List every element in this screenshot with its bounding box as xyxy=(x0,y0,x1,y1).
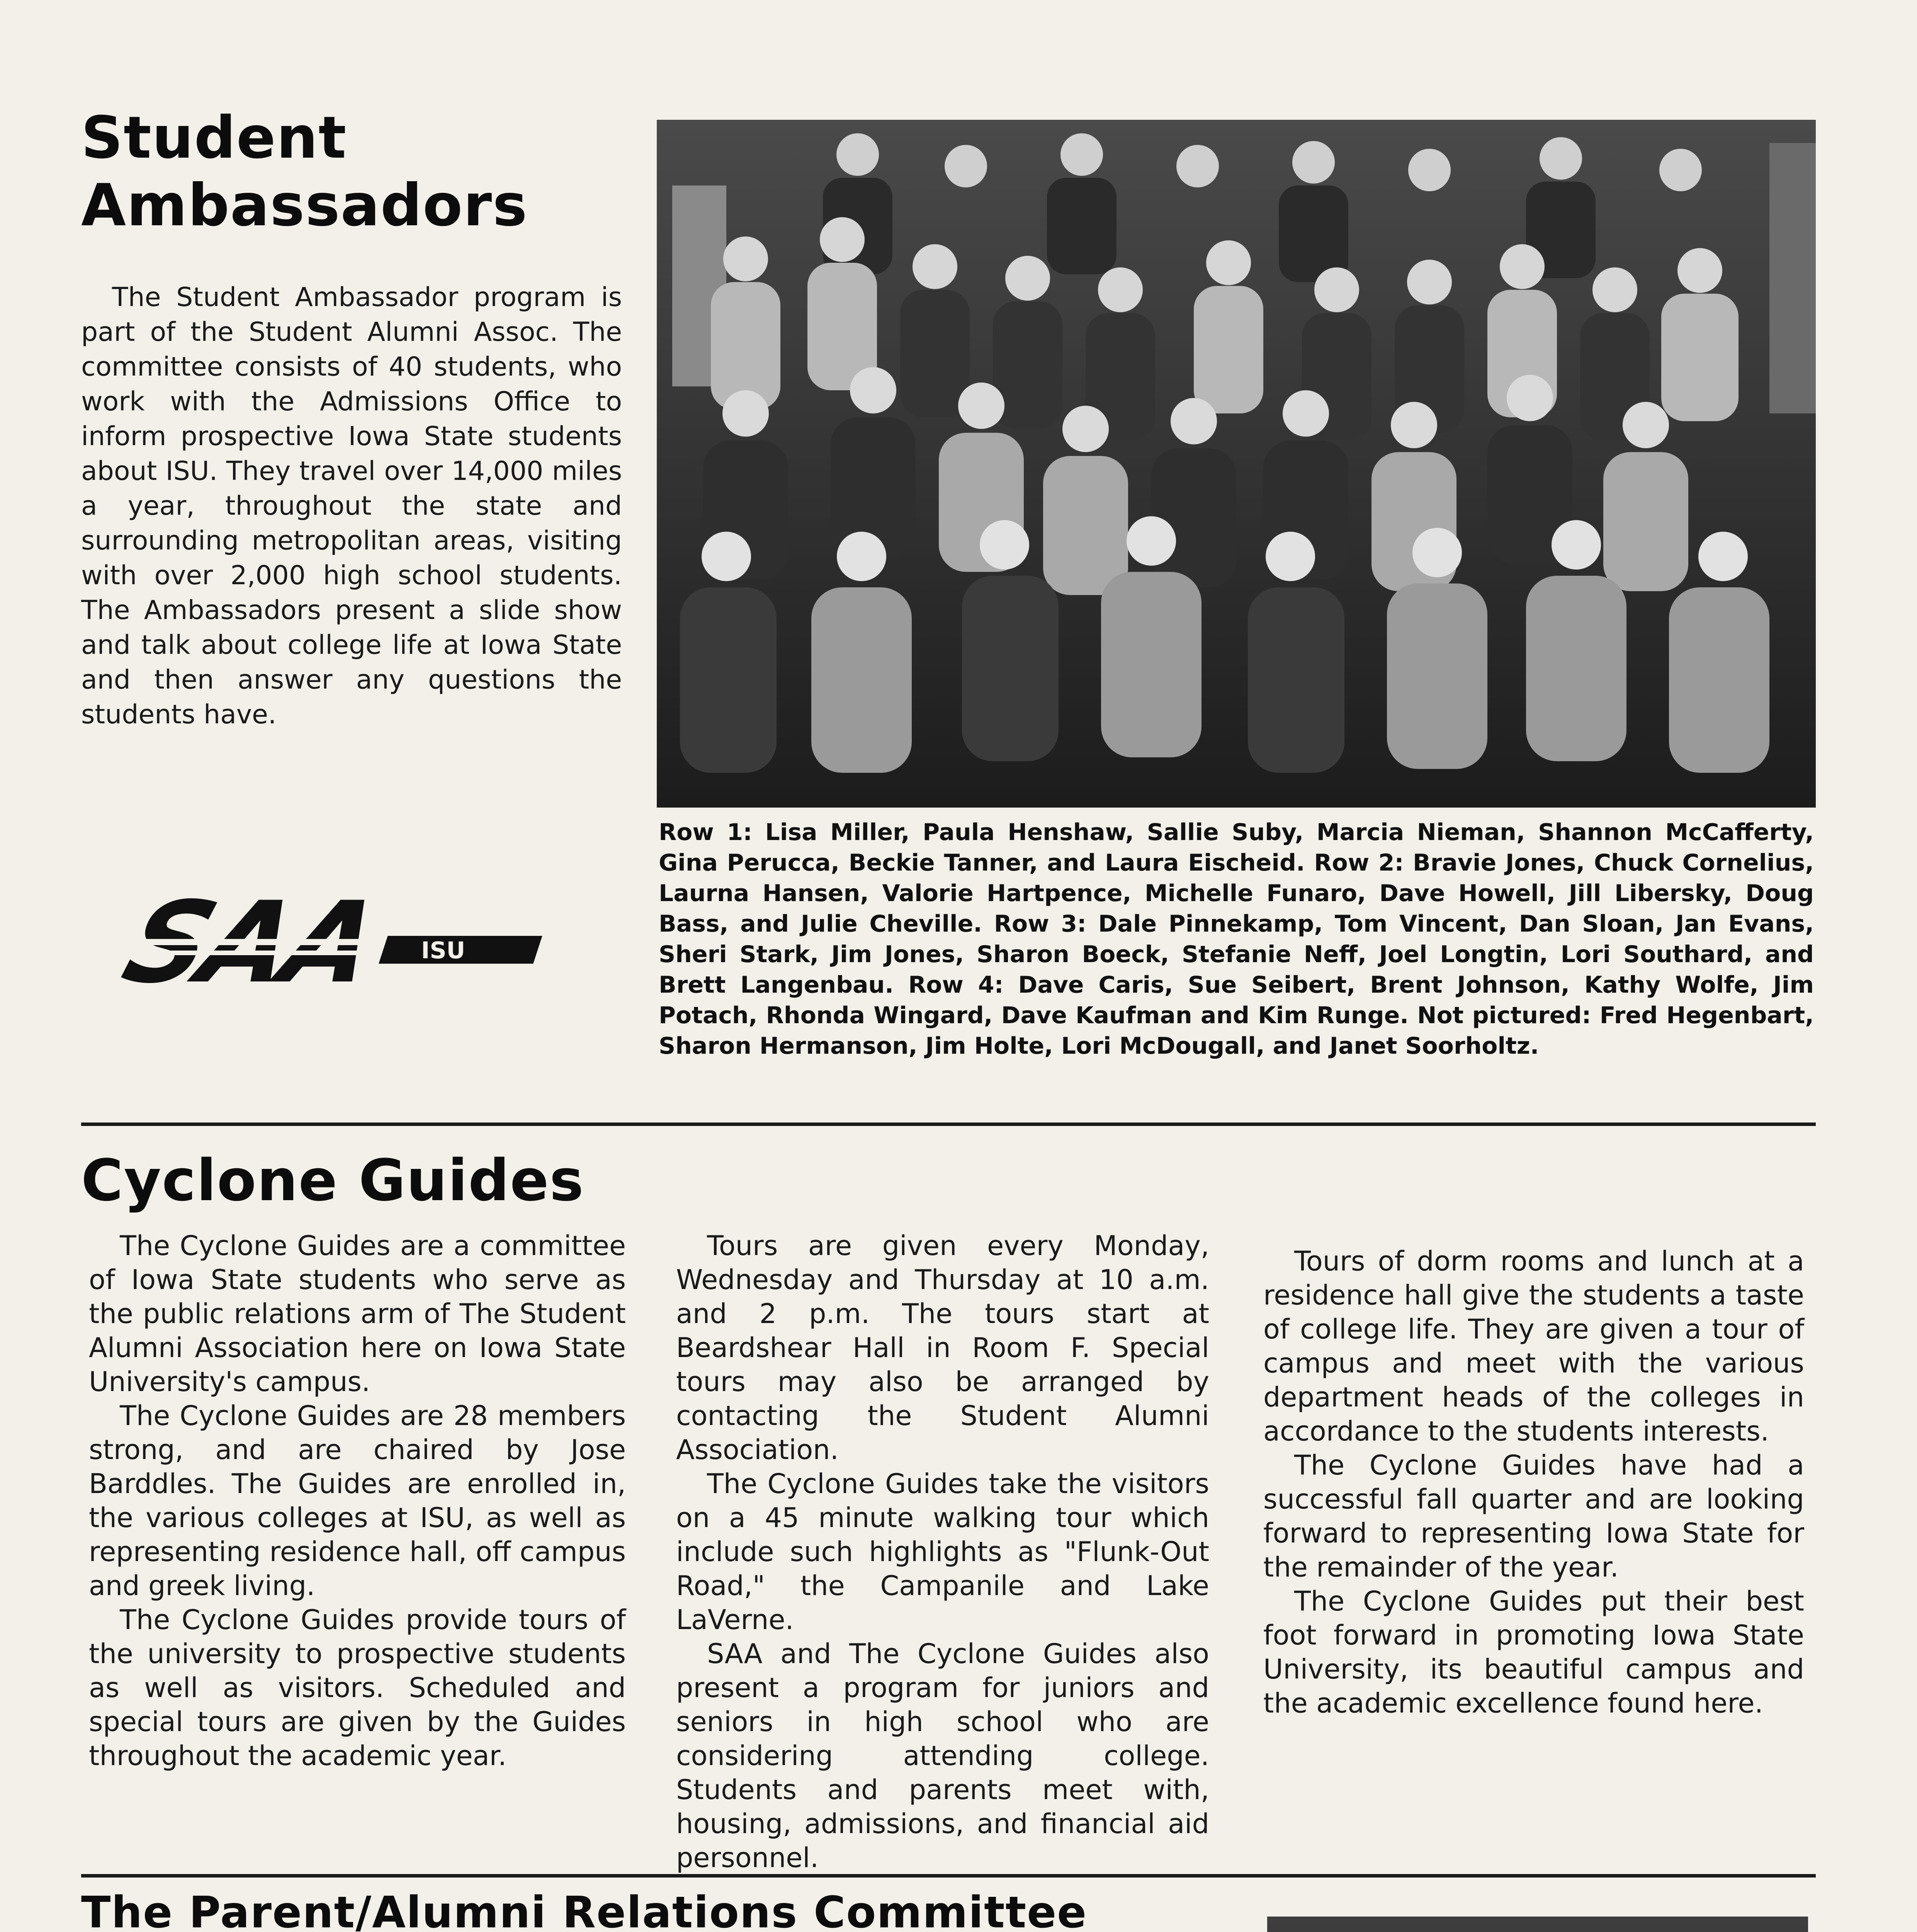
cyclone-col1-p1: The Cyclone Guides are a committee of Iowa State students who serve as the public relations arm of The Student Alumni Association here on Iowa State University's campus. xyxy=(89,1230,626,1398)
student-ambassadors-caption xyxy=(659,817,1814,1061)
cyclone-col2-p3: SAA and The Cyclone Guides also present a program for juniors and seniors in high school who are considering attending college. Students and parents meet with, housing, admissions, and financial aid personnel. xyxy=(676,1638,1209,1874)
student-ambassadors-body xyxy=(81,280,622,732)
cyclone-guides-col-3 xyxy=(1263,1244,1804,1720)
title-line-1: Student xyxy=(81,104,347,172)
ambassadors-paragraph: The Student Ambassador program is part of the Student Alumni Assoc. The committee consists of 40 students, who work with the Admissions Office to inform prospective Iowa State students about ISU. They travel over 14,000 miles a year, throughout the state and surrounding metropolitan areas, visiting with over 2,000 high school students. The Ambassadors present a slide show and talk about college life at Iowa State and then answer any questions the students have. xyxy=(81,282,622,730)
cyclone-col1-p3: The Cyclone Guides provide tours of the university to prospective students as well as visitors. Scheduled and special tours are given by the Guides throughout the academic year. xyxy=(89,1604,626,1772)
student-ambassadors-photo xyxy=(657,120,1816,808)
saa-logo-text: SAA xyxy=(109,893,394,993)
cyclone-col3-p1: Tours of dorm rooms and lunch at a residence hall give the students a taste of college life. They are given a tour of campus and meet with the various department heads of the colleges in accordance to the students interests. xyxy=(1263,1245,1804,1447)
section-divider-1 xyxy=(81,1122,1816,1126)
isu-logo-text: ISU xyxy=(421,937,466,964)
cyclone-col2-p1: Tours are given every Monday, Wednesday and Thursday at 10 a.m. and 2 p.m. The tours start at Beardshear Hall in Room F. Special tours may also be arranged by contacting the Student Alumni Association. xyxy=(676,1230,1209,1466)
cyclone-col2-p2: The Cyclone Guides take the visitors on a 45 minute walking tour which include such highlights as "Flunk-Out Road," the Campanile and Lake LaVerne. xyxy=(676,1468,1209,1636)
cyclone-guides-col-1 xyxy=(89,1229,626,1773)
student-ambassadors-title xyxy=(81,104,528,240)
saa-logo-graphic xyxy=(97,893,560,993)
parent-alumni-title: The Parent/Alumni Relations Committee xyxy=(81,1888,1088,1932)
committee-photo-graphic xyxy=(1267,1917,1808,1932)
parent-alumni-photo xyxy=(1267,1917,1808,1932)
ambassadors-caption-text: Row 1: Lisa Miller, Paula Henshaw, Sallie Suby, Marcia Nieman, Shannon McCafferty, Gina Perucca, Beckie Tanner, and Laura Eischeid. Row 2: Bravie Jones, Chuck Cornelius, Laurna Hansen, Valorie Hartpence, Michelle Funaro, Dave Howell, Jill Libersky, Doug Bass, and Julie Cheville. Row 3: Dale Pinnekamp, Tom Vincent, Dan Sloan, Jan Evans, Sheri Stark, Jim Jones, Sharon Boeck, Stefanie Neff, Joel Longtin, Lori Southard, and Brett Langenbau. Row 4: Dave Caris, Sue Seibert, Brent Johnson, Kathy Wolfe, Jim Potach, Rhonda Wingard, Dave Kaufman and Kim Runge. Not pictured: Fred Hegenbart, Sharon Hermanson, Jim Holte, Lori McDougall, and Janet Soorholtz. xyxy=(659,819,1814,1060)
section-divider-2 xyxy=(81,1874,1816,1878)
saa-isu-logo xyxy=(97,893,560,993)
title-line-2: Ambassadors xyxy=(81,172,528,239)
cyclone-guides-col-2 xyxy=(676,1229,1209,1875)
cyclone-guides-title: Cyclone Guides xyxy=(81,1147,585,1214)
group-photo-graphic xyxy=(657,120,1816,808)
cyclone-col1-p2: The Cyclone Guides are 28 members strong, and are chaired by Jose Barddles. The Guides are enrolled in, the various colleges at ISU, as well as representing residence hall, off campus and greek living. xyxy=(89,1400,626,1602)
cyclone-col3-p2: The Cyclone Guides have had a successful fall quarter and are looking forward to representing Iowa State for the remainder of the year. xyxy=(1263,1449,1804,1583)
cyclone-col3-p3: The Cyclone Guides put their best foot forward in promoting Iowa State University, its beautiful campus and the academic excellence found here. xyxy=(1263,1585,1804,1719)
